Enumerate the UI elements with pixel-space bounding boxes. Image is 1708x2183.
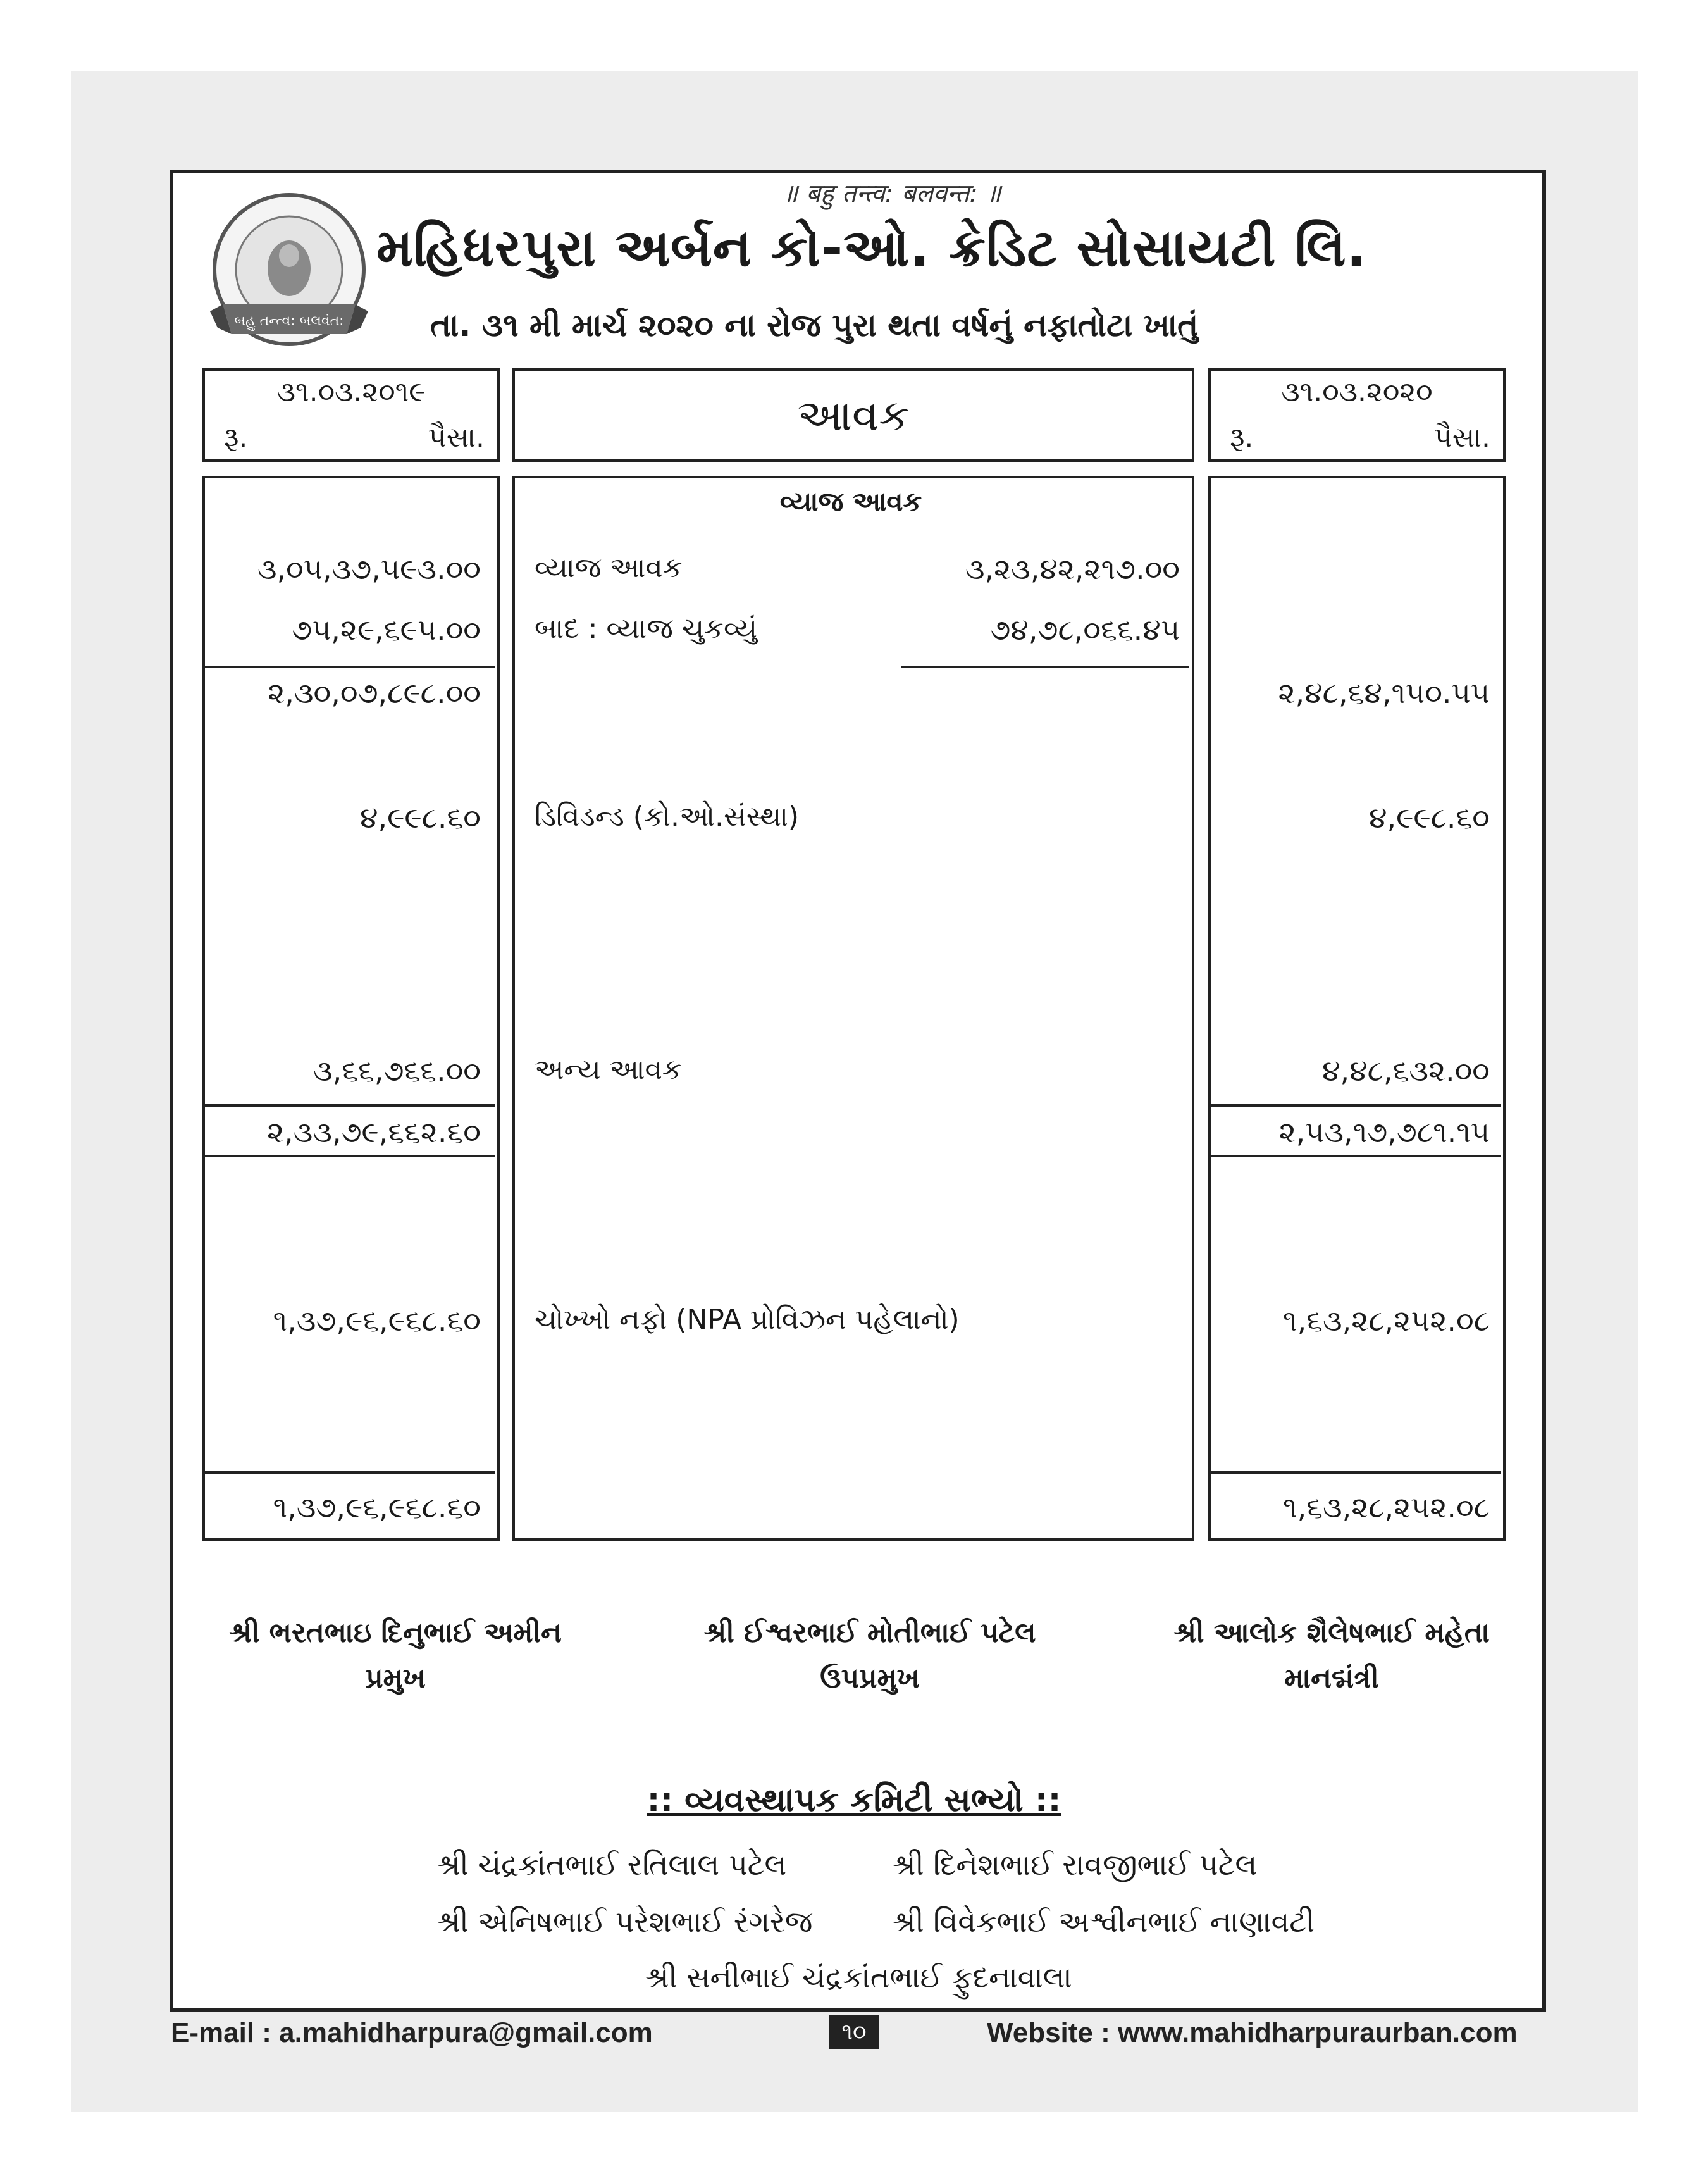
net-interest-curr: ૨,૪૮,૬૪,૧૫૦.૫૫ (1278, 676, 1490, 710)
divider (205, 1155, 495, 1157)
interest-paid-prev: ૭૫,૨૯,૬૯૫.૦૦ (292, 613, 481, 647)
total-prev: ૧,૩૭,૯૬,૯૬૮.૬૦ (273, 1490, 481, 1524)
income-header (512, 368, 1194, 462)
divider (1211, 1104, 1501, 1107)
paise-label: પૈસા. (428, 421, 485, 454)
dividend-label: ડિવિડન્ડ (કો.ઓ.સંસ્થા) (535, 800, 800, 833)
paise-label: પૈસા. (1434, 421, 1490, 454)
net-profit-label: ચોખ્ખો નફો (NPA પ્રોવિઝન પહેલાનો) (535, 1303, 960, 1336)
society-seal-logo (197, 187, 381, 371)
signatory-name: શ્રી આલોક શૈલેષભાઈ મહેતા (1173, 1617, 1490, 1649)
rupees-label: રૂ. (224, 421, 248, 454)
net-interest-prev: ૨,૩૦,૦૭,૮૯૮.૦૦ (268, 676, 481, 710)
net-profit-curr: ૧,૬૩,૨૮,૨૫૨.૦૮ (1283, 1303, 1490, 1338)
other-income-label: અન્ય આવક (535, 1054, 682, 1086)
divider (205, 1471, 495, 1474)
curr-year-header (1208, 368, 1506, 462)
svg-text:બહુ તન્ત્વ: બલવંત:: બહુ તન્ત્વ: બલવંત: (234, 313, 344, 329)
divider (901, 666, 1189, 668)
signatory-role: ઉપપ્રમુખ (820, 1662, 920, 1695)
committee-member: શ્રી ચંદ્રકાંતભાઈ રતિલાલ પટેલ (436, 1848, 787, 1882)
committee-title: :: વ્યવસ્થાપક કમિટી સભ્યો :: (647, 1781, 1061, 1819)
signatory-president (190, 1610, 601, 1701)
signatory-name: શ્રી ભરતભાઇ દિનુભાઈ અમીન (229, 1617, 562, 1649)
divider (205, 666, 495, 668)
website-text: Website : www.mahidharpuraurban.com (987, 2017, 1518, 2048)
interest-income-mid: ૩,૨૩,૪૨,૨૧૭.૦૦ (965, 552, 1180, 586)
committee-member: શ્રી દિનેશભાઈ રાવજીભાઈ પટેલ (892, 1848, 1258, 1882)
interest-income-prev: ૩,૦૫,૩૭,૫૯૩.૦૦ (257, 552, 481, 586)
total-curr: ૧,૬૩,૨૮,૨૫૨.૦૮ (1283, 1490, 1490, 1524)
committee-member: શ્રી સનીભાઈ ચંદ્રકાંતભાઈ ફુદનાવાલા (645, 1960, 1072, 1994)
email-text: E-mail : a.mahidharpura@gmail.com (171, 2017, 653, 2048)
interest-paid-label: બાદ : વ્યાજ ચુકવ્યું (535, 613, 758, 645)
organization-name: મહિધરપુરા અર્બન કો-ઓ. ક્રેડિટ સોસાયટી લિ. (376, 218, 1367, 278)
prev-year-date: ૩૧.૦૩.૨૦૧૯ (276, 376, 426, 408)
page-number: ૧૦ (829, 2015, 879, 2049)
interest-income-label: વ્યાજ આવક (535, 552, 683, 584)
curr-year-column (1208, 476, 1506, 1541)
subtotal-curr: ૨,૫૩,૧૭,૭૮૧.૧૫ (1278, 1115, 1490, 1149)
rupees-label: રૂ. (1230, 421, 1254, 454)
net-profit-prev: ૧,૩૭,૯૬,૯૬૮.૬૦ (273, 1303, 481, 1338)
other-income-curr: ૪,૪૮,૬૩૨.૦૦ (1322, 1054, 1490, 1088)
motto: ॥ बहु तन्त्व: बलवन्त: ॥ (783, 179, 1001, 208)
signatory-name: શ્રી ઈશ્વરભાઈ મોતીભાઈ પટેલ (703, 1617, 1036, 1649)
dividend-prev: ૪,૯૯૮.૬૦ (360, 800, 481, 835)
divider (205, 1104, 495, 1107)
prev-year-header (202, 368, 500, 462)
signatory-vice-president (648, 1610, 1091, 1701)
divider (1211, 1155, 1501, 1157)
curr-year-date: ૩૧.૦૩.૨૦૨૦ (1281, 376, 1433, 408)
income-title: આવક (797, 391, 910, 441)
signatory-secretary (1126, 1610, 1537, 1701)
signatory-role: પ્રમુખ (365, 1662, 426, 1695)
interest-paid-mid: ૭૪,૭૮,૦૬૬.૪૫ (990, 613, 1180, 647)
dividend-curr: ૪,૯૯૮.૬૦ (1369, 800, 1490, 835)
section-heading: વ્યાજ આવક (779, 486, 922, 517)
committee-member: શ્રી એનિષભાઈ પરેશભાઈ રંગરેજ (436, 1905, 813, 1939)
divider (1211, 1471, 1501, 1474)
statement-title: તા. ૩૧ મી માર્ચ ૨૦૨૦ ના રોજ પુરા થતા વર્ષનું નફાતોટા ખાતું (430, 307, 1199, 344)
other-income-prev: ૩,૬૬,૭૬૬.૦૦ (313, 1054, 481, 1088)
subtotal-prev: ૨,૩૩,૭૯,૬૬૨.૬૦ (267, 1115, 481, 1149)
committee-member: શ્રી વિવેકભાઈ અશ્વીનભાઈ નાણાવટી (892, 1905, 1315, 1939)
signatory-role: માનદ્મંત્રી (1284, 1662, 1379, 1695)
